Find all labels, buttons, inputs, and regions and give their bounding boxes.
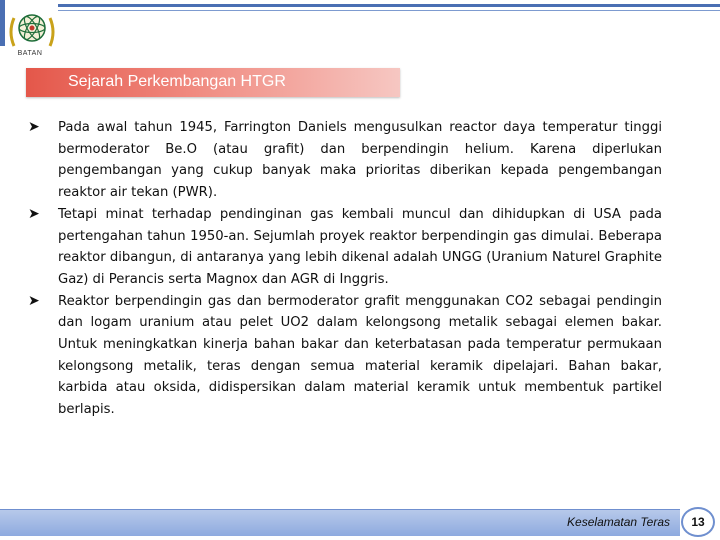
bullet-text: Reaktor berpendingin gas dan bermoderator grafit menggunakan CO2 sebagai pendingin dan logam uranium atau pelet UO2 dalam kelongsong metalik sebagai elemen bakar. Untuk meningkatkan kinerja bahan bakar dan keterbatasan pada temperatur permukaan kelongsong metalik, teras dengan semua material keramik dipelajari. Bahan bakar, karbida atau oksida, didispersikan dalam material keramik untuk membentuk partikel berlapis.	[58, 293, 662, 418]
header-line	[58, 4, 720, 7]
arrow-bullet-icon: ➤	[28, 292, 40, 309]
bullet-list	[28, 117, 662, 421]
page-number-badge: 13	[681, 507, 715, 537]
logo-label: BATAN	[17, 50, 43, 57]
bullet-text: Pada awal tahun 1945, Farrington Daniels mengusulkan reactor daya temperatur tinggi bermoderator Be.O (atau grafit) dan berpendingin helium. Karena diperlukan pengembangan yang cukup banyak maka prioritas diberikan kepada pengembangan reaktor air tekan (PWR).	[58, 120, 662, 201]
slide-title: Sejarah Perkembangan HTGR	[68, 73, 286, 90]
top-header-bar	[0, 0, 720, 70]
slide-title-banner	[26, 68, 400, 97]
footer-label: Keselamatan Teras	[567, 515, 670, 529]
header-line-thin	[58, 10, 720, 11]
bullet-item-3	[28, 291, 662, 421]
footer-bar	[0, 509, 680, 536]
arrow-bullet-icon: ➤	[28, 205, 40, 222]
bullet-item-2	[28, 204, 662, 291]
arrow-bullet-icon: ➤	[28, 119, 40, 135]
bullet-text: Tetapi minat terhadap pendinginan gas kembali muncul dan dihidupkan di USA pada pertengahan tahun 1950-an. Sejumlah proyek reaktor berpendingin gas dimulai. Beberapa reaktor dibangun, di antaranya yang lebih dikenal adalah UNGG (Uranium Naturel Graphite Gaz) di Perancis serta Magnox dan AGR di Inggris.	[58, 206, 662, 287]
bullet-item-1	[28, 117, 662, 204]
